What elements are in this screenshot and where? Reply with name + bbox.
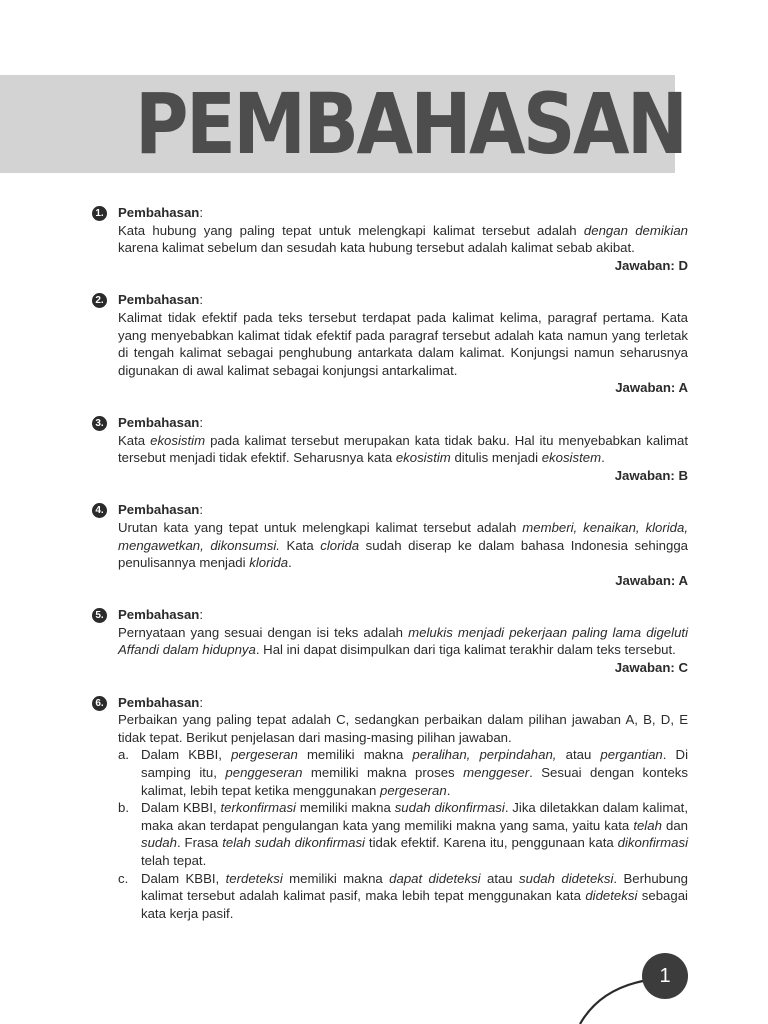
sub-item — [118, 799, 688, 869]
item-heading: Pembahasan — [118, 502, 200, 518]
item-number-badge: 4. — [92, 503, 107, 518]
explanation-item: 6. Pembahasan: Perbaikan yang paling tepat adalah C, sedangkan perbaikan dalam pilihan jawaban A, B, D, E tidak tepat. Berikut penjelasan dari masing-masing pilihan jawaban. a. Dalam KBBI, pergeseran memiliki makna peralihan, perpindahan, atau pergantian. Di samping itu, penggeseran memiliki makna proses menggeser. Sesuai dengan konteks kalimat, lebih tepat ketika menggunakan pergeseran. b. Dalam KBBI, terkonfirmasi memiliki makna sudah dikonfirmasi. Jika diletakkan dalam kalimat, maka akan terdapat pengulangan kata yang memiliki makna yang sama, yaitu kata telah dan sudah. Frasa telah sudah dikonfirmasi tidak efektif. Karena itu, penggunaan kata dikonfirmasi telah tepat. c. Dalam KBBI, terdeteksi memiliki makna dapat dideteksi atau sudah dideteksi. Berhubung kalimat tersebut adalah kalimat pasif, maka lebih tepat menggunakan kata dideteksi sebagai kata kerja pasif. — [92, 694, 688, 923]
item-number-badge: 6. — [92, 696, 107, 711]
item-heading: Pembahasan — [118, 205, 200, 220]
sub-item — [118, 746, 688, 799]
explanation-item: 4. Pembahasan: Urutan kata yang tepat untuk melengkapi kalimat tersebut adalah memberi, kenaikan, klorida, mengawetkan, dikonsumsi. Kata clorida sudah diserap ke dalam bahasa Indonesia sehingga penulisannya menjadi klorida. Jawaban: A — [92, 501, 688, 589]
item-text: Perbaikan yang paling tepat adalah C, sedangkan perbaikan dalam pilihan jawaban A, B, D, E tidak tepat. Berikut penjelasan dari masing-masing pilihan jawaban. — [118, 712, 688, 745]
answer-label: Jawaban: D — [614, 257, 688, 273]
sub-item-text: Dalam KBBI, terdeteksi memiliki makna dapat dideteksi atau sudah dideteksi. Berhubung kalimat tersebut adalah kalimat pasif, maka lebih tepat menggunakan kata dideteksi sebagai kata kerja pasif. — [141, 870, 688, 921]
answer-label: Jawaban: C — [614, 660, 688, 676]
item-number-badge: 3. — [92, 416, 107, 431]
explanation-list — [92, 204, 688, 939]
answer-label: Jawaban: A — [615, 572, 688, 588]
sub-item-letter: a. — [118, 747, 129, 763]
item-number-badge: 1. — [92, 206, 107, 221]
explanation-item: 2. Pembahasan: Kalimat tidak efektif pada teks tersebut terdapat pada kalimat kelima, paragraf pertama. Kata yang menyebabkan kalimat tidak efektif pada paragraf tersebut adalah kata namun yang terletak di tengah kalimat sebagai penghubung antarkata dalam kalimat. Konjungsi namun seharusnya digunakan di awal kalimat sebagai konjungsi antarkalimat. Jawaban: A — [92, 291, 688, 397]
sub-item-letter: b. — [118, 800, 129, 816]
answer-label: Jawaban: A — [615, 380, 688, 396]
item-text: Kata ekosistim pada kalimat tersebut merupakan kata tidak baku. Hal itu menyebabkan kalimat tersebut menjadi tidak efektif. Seharusnya kata ekosistim ditulis menjadi ekosistem. — [118, 432, 689, 466]
item-heading: Pembahasan — [118, 607, 200, 623]
explanation-item: 1. Pembahasan: Kata hubung yang paling tepat untuk melengkapi kalimat tersebut adalah dengan demikian karena kalimat sebelum dan sesudah kata hubung tersebut adalah kalimat sebab akibat. Jawaban: D — [92, 204, 688, 274]
item-text: Urutan kata yang tepat untuk melengkapi kalimat tersebut adalah memberi, kenaikan, klorida, mengawetkan, dikonsumsi. Kata clorida sudah diserap ke dalam bahasa Indonesia sehingga penulisannya menjadi klorida. — [118, 519, 688, 571]
item-heading: Pembahasan — [118, 414, 200, 430]
page-number: 1 — [642, 953, 688, 999]
sub-item — [118, 870, 688, 923]
item-heading: Pembahasan — [118, 694, 200, 710]
sub-item-text: Dalam KBBI, terkonfirmasi memiliki makna sudah dikonfirmasi. Jika diletakkan dalam kalimat, maka akan terdapat pengulangan kata yang memiliki makna yang sama, yaitu kata telah dan sudah. Frasa telah sudah dikonfirmasi tidak efektif. Karena itu, penggunaan kata dikonfirmasi telah tepat. — [141, 800, 688, 868]
page-title: PEMBAHASAN — [135, 75, 686, 173]
item-text: Kata hubung yang paling tepat untuk melengkapi kalimat tersebut adalah dengan demikian karena kalimat sebelum dan sesudah kata hubung tersebut adalah kalimat sebab akibat. — [118, 222, 688, 256]
item-number-badge: 2. — [92, 293, 107, 308]
sub-item-letter: c. — [118, 870, 129, 886]
sub-item-text: Dalam KBBI, pergeseran memiliki makna peralihan, perpindahan, atau pergantian. Di samping itu, penggeseran memiliki makna proses menggeser. Sesuai dengan konteks kalimat, lebih tepat ketika menggunakan pergeseran. — [141, 747, 688, 798]
item-text: Pernyataan yang sesuai dengan isi teks adalah melukis menjadi pekerjaan paling lama digeluti Affandi dalam hidupnya. Hal ini dapat disimpulkan dari tiga kalimat terakhir dalam teks tersebut. — [118, 624, 689, 658]
explanation-item: 3. Pembahasan: Kata ekosistim pada kalimat tersebut merupakan kata tidak baku. Hal itu menyebabkan kalimat tersebut menjadi tidak efektif. Seharusnya kata ekosistim ditulis menjadi ekosistem. Jawaban: B — [92, 414, 688, 484]
item-heading: Pembahasan — [118, 292, 200, 308]
item-number-badge: 5. — [92, 608, 107, 623]
answer-label: Jawaban: B — [614, 467, 688, 483]
item-text: Kalimat tidak efektif pada teks tersebut terdapat pada kalimat kelima, paragraf pertama. Kata yang menyebabkan kalimat tidak efektif pada paragraf tersebut adalah kata namun yang terletak di tengah kalimat sebagai penghubung antarkata dalam kalimat. Konjungsi namun seharusnya digunakan di awal kalimat sebagai konjungsi antarkalimat. — [118, 309, 688, 378]
explanation-item: 5. Pembahasan: Pernyataan yang sesuai dengan isi teks adalah melukis menjadi pekerjaan paling lama digeluti Affandi dalam hidupnya. Hal ini dapat disimpulkan dari tiga kalimat terakhir dalam teks tersebut. Jawaban: C — [92, 606, 688, 676]
